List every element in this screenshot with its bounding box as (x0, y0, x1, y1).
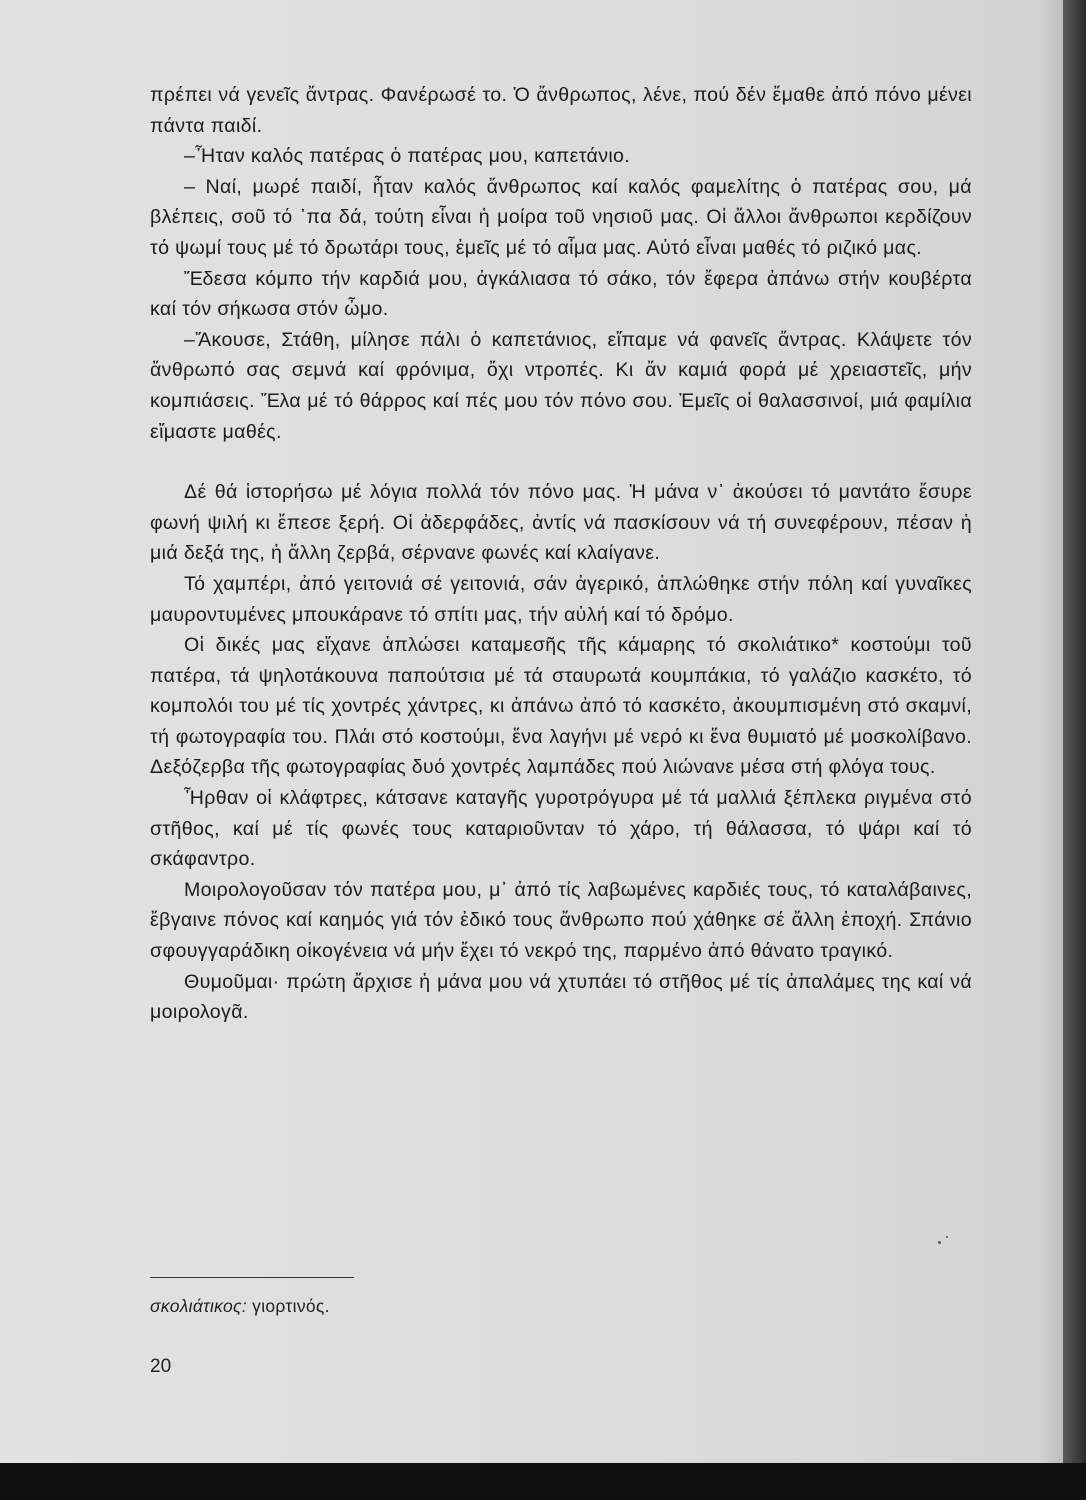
paragraph: Οἱ δικές μας εἴχανε ἁπλώσει καταμεσῆς τῆς κάμαρης τό σκολιάτικο* κοστούμι τοῦ πατέρα, τά ψηλοτάκουνα παπούτσια μέ τά σταυρωτά κουμπάκια, τό γαλάζιο κασκέτο, τό κομπολόι του μέ τίς χοντρές χάντρες, κι ἀπάνω ἀπό τό κασκέτο, ἀκουμπισμένη στό σκαμνί, τή φωτογραφία του. Πλάι στό κοστούμι, ἕνα λαγήνι μέ νερό κι ἕνα θυμιατό μέ μοσκολίβανο. Δεξόζερβα τῆς φωτογραφίας δυό χοντρές λαμπάδες πού λιώνανε μέσα στή φλόγα τους. (150, 634, 972, 779)
paragraph: Μοιρολογοῦσαν τόν πατέρα μου, μ᾽ ἀπό τίς λαβωμένες καρδιές τους, τό καταλάβαινες, ἔβγαινε πόνος καί καημός γιά τόν ἐδικό τους ἄνθρωπο πού χάθηκε σέ ἄλλη ἐποχή. Σπάνιο σφουγγαράδικη οἰκογένεια νά μήν ἔχει τό νεκρό της, παρμένο ἀπό θάνατο τραγικό. (150, 878, 972, 963)
page-number: 20 (150, 1356, 172, 1377)
paragraph: Ἦρθαν οἱ κλάφτρες, κάτσανε καταγῆς γυροτρόγυρα μέ τά μαλλιά ξέπλεκα ριγμένα στό στῆθος, καί μέ τίς φωνές τους καταριοῦνταν τό χάρο, τή θάλασσα, τό ψάρι καί τό σκάφαντρο. (150, 787, 972, 871)
paragraph: – Ναί, μωρέ παιδί, ἦταν καλός ἄνθρωπος καί καλός φαμελίτης ὁ πατέρας σου, μά βλέπεις, σοῦ τό ᾽πα δά, τούτη εἶναι ἡ μοίρα τοῦ νησιοῦ μας. Οἱ ἄλλοι ἄνθρωποι κερδίζουν τό ψωμί τους μέ τό δρωτάρι τους, ἐμεῖς μέ τό αἷμα μας. Αὐτό εἶναι μαθές τό ριζικό μας. (150, 175, 972, 259)
paragraph: –Ἄκουσε, Στάθη, μίλησε πάλι ὁ καπετάνιος, εἴπαμε νά φανεῖς ἄντρας. Κλάψετε τόν ἄνθρωπό σας σεμνά καί φρόνιμα, ὄχι ντροπές. Κι ἄν καμιά φορά μέ χρειαστεῖς, μήν κομπιάσεις. Ἔλα μέ τό θάρρος καί πές μου τόν πόνο σου. Ἐμεῖς οἱ θαλασσινοί, μιά φαμίλια εἴμαστε μαθές. (150, 328, 972, 443)
paragraph: Ἔδεσα κόμπο τήν καρδιά μου, ἀγκάλιασα τό σάκο, τόν ἔφερα ἀπάνω στήν κουβέρτα καί τόν σήκωσα στόν ὦμο. (150, 267, 972, 321)
ink-speck (946, 1236, 948, 1238)
scanner-edge-right (1063, 0, 1086, 1463)
ink-speck (938, 1241, 941, 1244)
footnote-definition: γιορτινός. (252, 1296, 330, 1316)
paragraph: Τό χαμπέρι, ἀπό γειτονιά σέ γειτονιά, σάν ἀγερικό, ἁπλώθηκε στήν πόλη καί γυναῖκες μαυροντυμένες μπουκάρανε τό σπίτι μας, τήν αὐλή καί τό δρόμο. (150, 572, 972, 626)
footnote (150, 1296, 330, 1317)
scanner-edge-bottom (0, 1463, 1086, 1500)
page-gutter-shadow (1040, 0, 1063, 1463)
paragraph: Δέ θά ἱστορήσω μέ λόγια πολλά τόν πόνο μας. Ἡ μάνα ν᾽ ἀκούσει τό μαντάτο ἔσυρε φωνή ψιλή κι ἔπεσε ξερή. Οἱ ἀδερφάδες, ἀντίς νά πασκίσουν νά τή συνεφέρουν, πέσαν ἡ μιά δεξά της, ἡ ἄλλη ζερβά, σέρνανε φωνές καί κλαίγανε. (150, 481, 972, 565)
body-text (150, 80, 972, 1028)
footnote-term: σκολιάτικος: (150, 1296, 247, 1316)
paragraph: πρέπει νά γενεῖς ἄντρας. Φανέρωσέ το. Ὁ ἄνθρωπος, λένε, πού δέν ἔμαθε ἀπό πόνο μένει πάντα παιδί. (150, 84, 972, 137)
paragraph: Θυμοῦμαι· πρώτη ἄρχισε ἡ μάνα μου νά χτυπάει τό στῆθος μέ τίς ἀπαλάμες της καί νά μοιρολογᾶ. (150, 970, 972, 1024)
paragraph: –Ἦταν καλός πατέρας ὁ πατέρας μου, καπετάνιο. (184, 145, 631, 168)
footnote-divider (150, 1277, 354, 1278)
